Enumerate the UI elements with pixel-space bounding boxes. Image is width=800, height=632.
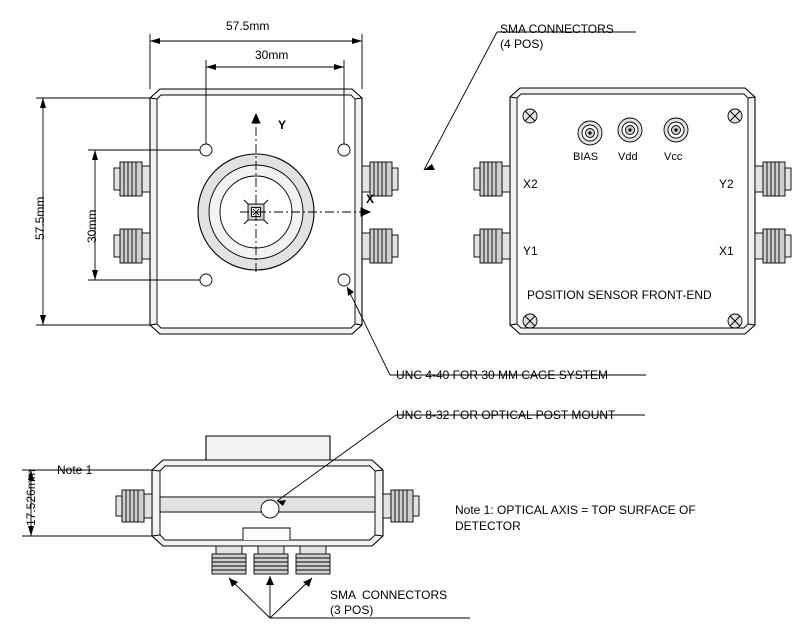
note-marker: Note 1: [57, 463, 93, 477]
note-text-line1: Note 1: OPTICAL AXIS = TOP SURFACE OF: [455, 503, 696, 517]
back-view-power-connectors: [578, 118, 688, 145]
dimension-side-height: 17.526mm: [24, 469, 38, 526]
callout-sma-3pos-line2: (3 POS): [330, 603, 374, 617]
port-label-x2: X2: [523, 177, 538, 191]
side-view-group: [22, 436, 419, 574]
back-panel-product-label: POSITION SENSOR FRONT-END: [527, 288, 712, 302]
side-view-sma-right: [383, 490, 419, 522]
front-view-sma-left: [114, 162, 150, 263]
axis-label-x: X: [366, 192, 375, 206]
port-label-y2: Y2: [719, 177, 734, 191]
back-view-sma-right: [755, 162, 791, 263]
side-view-sma-left: [116, 490, 152, 522]
port-label-x1: X1: [719, 244, 734, 258]
connector-label-vcc: Vcc: [664, 151, 683, 163]
callout-cage-system: UNC 4-40 FOR 30 MM CAGE SYSTEM: [396, 368, 609, 382]
callout-sma-4pos-line1: SMA CONNECTORS: [500, 22, 614, 36]
connector-label-bias: BIAS: [573, 151, 599, 163]
dimension-height-inner: 30mm: [85, 209, 99, 243]
note-text-line2: DETECTOR: [455, 519, 521, 533]
front-view-group: [114, 89, 398, 334]
side-view-sma-bottom: [212, 546, 330, 574]
dimension-width-top: 57.5mm: [226, 19, 270, 33]
callout-sma-4pos-line2: (4 POS): [500, 37, 544, 51]
callout-sma-3pos-line1: SMA CONNECTORS: [330, 588, 448, 602]
callout-post-mount: UNC 8-32 FOR OPTICAL POST MOUNT: [396, 408, 616, 422]
port-label-y1: Y1: [523, 244, 538, 258]
connector-label-vdd: Vdd: [618, 151, 638, 163]
axis-label-y: Y: [278, 118, 287, 132]
dimension-width-inner: 30mm: [255, 48, 289, 62]
back-view-sma-left: [474, 162, 510, 263]
dimension-height-left: 57.5mm: [33, 196, 47, 240]
